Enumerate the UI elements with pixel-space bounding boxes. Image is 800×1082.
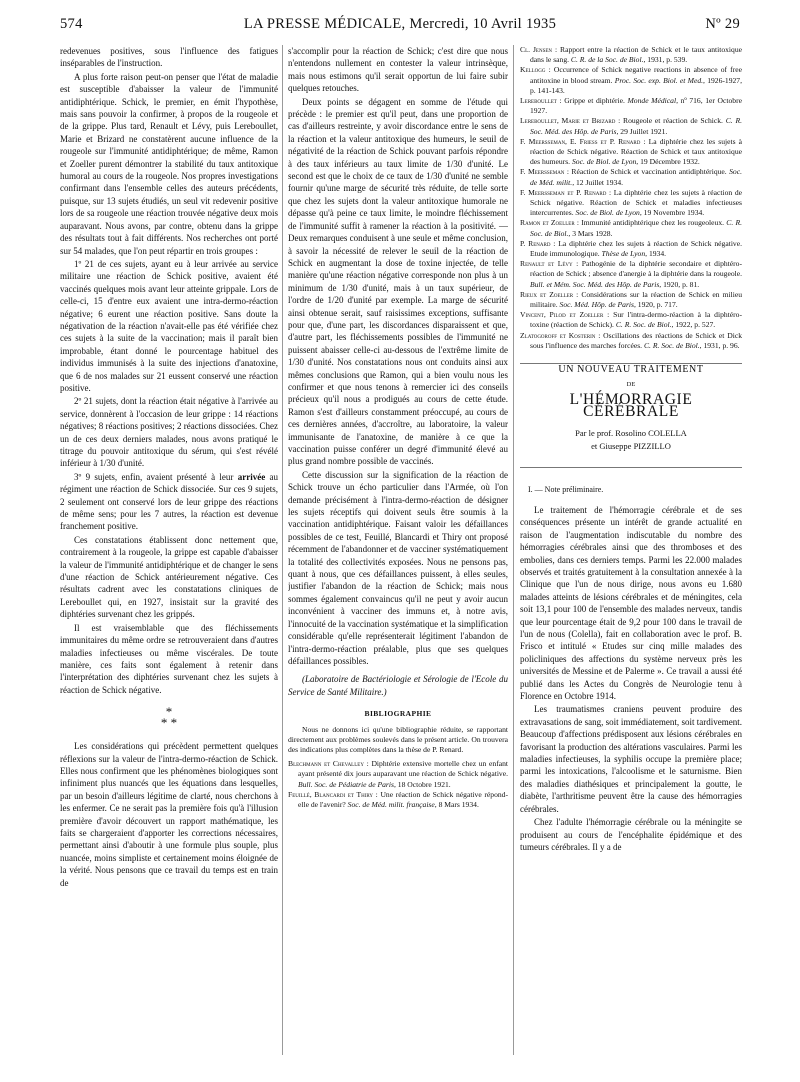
reference: [520, 259, 742, 290]
reference: [520, 45, 742, 65]
reference-title: : Pathogénie de la diphtérie secondaire et diphtéro-réaction de Schick ; absence d'anergie à la diphtérie dans la rougeole.: [530, 259, 742, 279]
reference-source: Soc. de Biol. de Lyon: [571, 157, 637, 167]
reference-source: Proc. Soc. exp. Biol. et Med.: [614, 75, 704, 85]
reference-authors: Renault et Lévy: [520, 259, 573, 269]
reference-source: C. R. de la Soc. de Biol.: [570, 55, 644, 65]
reference-title: : Grippe et diphtérie.: [556, 96, 628, 106]
reference-source: Soc. Méd. Hôp. de Paris: [559, 300, 634, 310]
reference-authors: Cl. Jensen: [520, 45, 553, 54]
reference-title: : La diphtérie chez les sujets à réaction de Schick négative. Réaction de Schick et maladies infectieuses intercurrentes.: [530, 187, 742, 218]
reference-title: : Rougeole et réaction de Schick.: [615, 116, 726, 126]
article-rubric: UN NOUVEAU TRAITEMENT: [558, 364, 704, 376]
reference: [520, 116, 742, 136]
bibliography-intro: Nous ne donnons ici qu'une bibliographie réduite, se rapportant directement aux problèmes soulevés dans le présent article. On trouvera des indications plus complètes dans la thèse de P. Renard.: [288, 724, 508, 754]
issue-number: Nº 29: [705, 16, 740, 32]
reference-source: Soc. de Méd. milit. française: [347, 799, 435, 809]
page-number: 574: [60, 16, 83, 32]
reference: [520, 218, 742, 238]
reference: [520, 65, 742, 96]
section-rule: [520, 467, 742, 468]
reference-authors: Lereboullet, Marie et Brizard: [520, 116, 616, 126]
reference-source: C. R. Soc. de Biol.: [615, 320, 672, 330]
reference-date: , 1934.: [645, 249, 667, 259]
reference-date: , 19 Novembre 1934.: [639, 208, 705, 218]
reference-list: [520, 45, 742, 351]
reference-source: C. R. Soc. de Biol.: [643, 340, 700, 350]
reference-authors: Vincent, Pilod et Zoeller: [520, 310, 604, 320]
reference-source: Bull. Soc. de Pédiatrie de Paris: [298, 779, 394, 789]
reference-title: : Rapport entre la réaction de Schick et le taux antitoxique dans le sang.: [530, 45, 742, 65]
reference-title: : Une réaction de Schick négative répond-elle de l'avenir?: [298, 789, 508, 809]
article-author-1: Par le prof. Rosolino COLELLA: [575, 427, 687, 438]
reference-authors: Feuillé, Blancardi et Thiry: [288, 789, 374, 799]
bibliography-heading: BIBLIOGRAPHIE: [364, 709, 432, 719]
text-run-bold: arrivée: [237, 471, 266, 482]
paragraph: Cette discussion sur la signification de la réaction de Schick trouve un écho particulier dans l'Armée, où l'on demande précisément à l'intra-dermo-réaction de désigner les sujets réceptifs qui doivent seuls être soumis à la vaccination antidiphtérique. Faisant valoir les défaillances possibles de ce test, Feuillé, Blancardi et Thiry ont proposé récemment de l'abandonner et de vacciner systématiquement la totalité des collectivités exposées. Nous ne pensons pas, quant à nous, que ces défaillances puissent, à elles seules, justifier l'abandon de la réaction de Schick; mais nous sommes également convaincus qu'il ne peut y avoir aucun inconvénient à vacciner des immuns et, à notre avis, l'innocuité de la vaccination systématique et la simplification considérable qu'elle représenterait légitiment l'abandon de l'intra-dermo-réaction préalable, plus que ses quelques défaillances possibles.: [288, 469, 508, 666]
section-separator: * * *: [160, 704, 178, 731]
column-divider-1: [282, 45, 283, 1055]
reference: [520, 290, 742, 310]
reference-title: : Immunité antidiphtérique chez les rougeoleux.: [574, 218, 727, 228]
reference: [520, 310, 742, 330]
paragraph: Le traitement de l'hémorragie cérébrale et de ses conséquences présente un intérêt de grande actualité en raison de l'augmentation indiscutable du nombre des hémorragies cérébrales ainsi que des thromboses et des embolies, dans ces derniers temps. Parmi les 22.000 malades observés et traités gratuitement à la consultation annexée à la Clinique que l'un de nous dirige, nous avons eu 1.680 malades atteints de lésions cérébrales et de méningites, cela soit 13,1 pour 100 de l'ensemble des malades nerveux, tandis que leur pourcentage était de 9,2 pour 100 dans le travail de l'un de nous (Colella), fait en collaboration avec le prof. B. Frisco et intitulé « Etudes sur cinq mille malades des policliniques des affections du système nerveux près les universités de Messine et de Palerme ». Ce travail a aussi été publié dans les Actes du Congrès de Neurologie tenu à Florence en Octobre 1914.: [520, 504, 742, 702]
reference: [520, 167, 742, 187]
reference-date: , 1931, p. 96.: [699, 340, 740, 350]
paragraph: 1º 21 de ces sujets, ayant eu à leur arrivée au service militaire une réaction de Schick positive, avaient été vaccinés quelques mois avant leur atteinte grippale. Lors de celle-ci, 15 d'entre eux avaient une intra-dermo-réaction négative; 6 eurent une réaction positive. Sans doute la négativation de la réaction n'avait-elle pas été vérifiée chez ces sujets à la suite de la vaccination; mais il paraît bien improbable, étant donné le pourcentage habituel des individus immunisés à la suite des injections d'anatoxine, que 6 de nos malades sur 21 eussent conservé une réaction positive.: [60, 258, 278, 393]
reference-authors: P. Renard: [520, 238, 551, 248]
paragraph: Ces constatations établissent donc nettement que, contrairement à la rougeole, la grippe est capable d'abaisser la valeur de l'immunité antidiphtérique et de changer le sens d'une réaction de Schick antérieurement négative. Ces résultats cadrent avec les constatations cliniques de Lereboullet qui, en 1927, insistait sur la gravité des diphtéries survenant chez les grippés.: [60, 534, 278, 620]
paragraph: Il est vraisemblable que des fléchissements immunitaires du même ordre se retrouveraient dans d'autres maladies infectieuses ou même viscérales. De toute manière, ces faits sont également à retenir dans l'interprétation des diphtéries survenant chez les sujets à réaction de Schick négative.: [60, 622, 278, 695]
reference-source: Bull. et Mém. Soc. Méd. des Hôp. de Paris: [530, 279, 660, 289]
reference-date: , 1920, p. 717.: [633, 300, 678, 310]
column-2: [288, 45, 508, 1065]
reference-title: : Considérations sur la réaction de Schick en milieu militaire.: [530, 289, 742, 310]
reference-authors: Zlatogoroff et Kosterin: [520, 330, 596, 340]
paragraph: 2º 21 sujets, dont la réaction était négative à l'arrivée au service, donnèrent à l'occasion de leur grippe : 14 réactions négatives; 8 réactions positives; 2 réactions dissociées. Chez un de ces deux derniers malades, nous avons pratiqué le titrage du pouvoir antitoxique du sérum, qui s'est révélé inférieur à 1/30 d'unité.: [60, 396, 278, 469]
reference-date: , 1926-1927, p. 141-143.: [530, 75, 742, 95]
column-1: [60, 45, 278, 1065]
reference: [288, 790, 508, 810]
reference-title: : La diphtérie chez les sujets à réaction de Schick négative. Etude immunologique.: [530, 238, 742, 259]
laboratory-note: (Laboratoire de Bactériologie et Sérologie de l'Ecole du Service de Santé Militaire.): [288, 674, 508, 697]
reference: [520, 331, 742, 351]
reference-date: , 12 Juillet 1934.: [572, 177, 624, 187]
reference-date: , 3 Mars 1928.: [568, 228, 613, 238]
paragraph: Les considérations qui précèdent permettent quelques réflexions sur la valeur de l'intra-dermo-réaction de Schick. Elles nous confirment que les phénomènes biologiques sont infiniment plus nuancés que les équations dans lesquelles, par un besoin d'ailleurs légitime de clarté, nous cherchons à les enfermer. Ce ne serait pas la première fois qu'à l'illusion première d'avoir découvert un rapport mathématique, les faits se chargeraient d'apporter les corrections nécessaires, permettant ainsi d'aboutir à une formule plus souple, plus nuancée, moins simpliste et certainement moins éloignée de la vérité. Nous pensons que ce travail du temps est en train de: [60, 741, 278, 888]
paragraph: A plus forte raison peut-on penser que l'état de maladie est susceptible d'abaisser la valeur de l'immunité antidiphtérique. Schick, le premier, en émit l'hypothèse, mais sans pouvoir la confirmer, à propos de la rougeole et de la grippe. Plus tard, Renault et Lévy, puis Lereboullet, Marie et Brizard ne constatèrent aucune influence de la rougeole sur l'immunité antidiphtérique; de même, Ramon et Zoeller purent démontrer la stabilité du taux antitoxique humoral au cours de la rougeole. Nos propres investigations confirmant dans l'ensemble celles des auteurs précédents, puisque, sur 13 sujets étudiés, un seul vit redevenir positive lors de sa rougeole une réaction trouvée négative deux mois auparavant. Nous avons, par contre, obtenu dans la grippe des résultats tout à fait différents. Nos recherches ont porté sur 54 malades, que l'on peut répartir en trois groupes :: [60, 71, 278, 256]
section-heading: I. — Note préliminaire.: [528, 484, 604, 494]
reference-title: : Réaction de Schick et vaccination antidiphtérique.: [564, 167, 730, 177]
article-title: L'HÉMORRAGIE CÉRÉBRALE: [569, 390, 693, 421]
reference-authors: F. Meersseman: [520, 167, 565, 177]
reference-date: , 8 Mars 1934.: [434, 799, 479, 809]
column-3: [520, 45, 742, 1065]
article-rubric-de: DE: [626, 380, 636, 388]
reference-date: , 18 Octobre 1921.: [393, 779, 451, 789]
reference-date: , 1920, p. 81.: [659, 279, 700, 289]
reference-source: C. R. Soc. de Biol.: [530, 218, 742, 238]
paragraph: [60, 471, 278, 533]
reference-authors: Kellogg: [520, 65, 546, 75]
page-header: [60, 12, 740, 36]
reference-title: : Occurrence of Schick negative reactions in absence of free antitoxine in blood stream.: [530, 65, 742, 85]
reference: [520, 239, 742, 259]
reference-source: Thèse de Lyon: [601, 249, 646, 259]
reference: [520, 188, 742, 219]
reference-date: , 1931, p. 539.: [643, 55, 688, 65]
journal-title: LA PRESSE MÉDICALE, Mercredi, 10 Avril 1935: [243, 16, 557, 32]
reference-date: , 19 Décembre 1932.: [636, 157, 700, 167]
reference-authors: F. Meersseman, E. Friess et P. Renard: [520, 136, 641, 146]
reference: [520, 96, 742, 116]
reference-date: , 29 Juillet 1921.: [616, 126, 668, 136]
paragraph: Chez l'adulte l'hémorragie cérébrale ou la méningite se produisent au cours de l'encéphalite épidémique et des tumeurs cérébrales. Il y a de: [520, 817, 742, 852]
reference-date: , nº 716, 1er Octobre 1927.: [530, 96, 742, 116]
reference-title: : La diphtérie chez les sujets à réaction de Schick négative. Réaction de Schick et taux antitoxique des humeurs.: [530, 136, 742, 167]
paragraph: redevenues positives, sous l'influence des fatigues inséparables de l'instruction.: [60, 46, 278, 69]
article-author-2: et Giuseppe PIZZILLO: [591, 441, 671, 452]
text-run: 3º 9 sujets, enfin, avaient présenté à leur: [74, 471, 238, 482]
reference-authors: Ramon et Zoeller: [520, 218, 575, 228]
paragraph: Deux points se dégagent en somme de l'étude qui précède : le premier est qu'il peut, dans une proportion de cas d'ailleurs restreinte, y avoir discordance entre le sens de la réaction et la valeur antitoxique des humeurs, le seuil de négativité de la réaction de Schick pouvant parfois répondre à des taux inférieurs au taux limite de 1/30 d'unité. Le second est que le choix de ce taux de 1/30 d'unité ne semble fournir qu'une marge de sécurité très réduite, de telle sorte que chez les sujets dont la valeur antitoxique humorale ne dépasse qu'à peine ce taux limite, le moindre fléchissement de l'immunité suffit à ramener la réaction à la positivité. — Deux remarques conduisent à une seule et même conclusion, à savoir la nécessité de relever le seuil de la réaction de Schick en augmentant la dose de toxine injectée, de telle manière qu'une réaction négative corresponde non plus à un minimum de 1/30 d'unité, mais à un taux supérieur, de l'ordre de 1/20 d'unité par exemple. La marge de sécurité ainsi obtenue serait, sauf raisissimes exceptions, suffisante pour que, d'une part, les discordances disparaissent et que, d'autre part, les fléchissements possibles de l'immunité ne puissent abaisser celle-ci au-dessous de l'extrême limite de 1/30 d'unité. Nos constatations nous ont conduits ainsi aux mêmes conclusions que Ramon, qui a bien voulu nous les confirmer et que nous tenons à remercier ici des conseils précieux qu'il nous a prodigués au cours de cette étude. Ramon s'est d'ailleurs constamment préoccupé, au cours de ces dernières années, d'accroître, au laboratoire, la valeur immunisante de l'anatoxine, de manière à ce que la vaccination puisse conférer un degré d'immunité élevé au plus grand nombre possible de vaccinés.: [288, 96, 508, 467]
reference: [288, 759, 508, 790]
paragraph: s'accomplir pour la réaction de Schick; c'est dire que nous n'entendons nullement en contester la valeur intrinsèque, mais nous estimons qu'il serait opportun de lui faire subir quelques retouches.: [288, 46, 508, 94]
reference-title: : Oscillations des réactions de Schick et Dick sous l'influence des marches forcées.: [530, 330, 742, 350]
reference-authors: F. Meersseman et P. Renard: [520, 187, 607, 197]
reference-authors: Lereboullet: [520, 96, 557, 106]
reference-title: : Diphtérie extensive mortelle chez un enfant ayant présenté dix jours auparavant une réaction de Schick négative.: [298, 759, 508, 779]
reference-source: C. R. Soc. Méd. des Hôp. de Paris: [530, 116, 742, 136]
paragraph: Les traumatismes craniens peuvent produire des extravasations de sang, soit immédiatement, soit tardivement. Beaucoup d'affections prédisposent aux lésions cérébrales en favorisant la production des altérations vasculaires. Parmi les maladies infectieuses, la syphilis occupe la première place; parmi les intoxications, l'alcoolisme et le saturnisme. Bien des maladies diathésiques et principalement la goutte, le diabète, l'arthritisme peuvent être la cause des hémorragies cérébrales.: [520, 704, 742, 814]
column-divider-2: [513, 45, 514, 1055]
reference-source: Soc. de Méd. milit.: [530, 167, 742, 187]
reference: [520, 137, 742, 168]
reference-authors: Rieux et Zoeller: [520, 289, 574, 299]
reference-source: Soc. de Biol. de Lyon: [575, 208, 640, 218]
text-run: au régiment une réaction de Schick dissociée. Sur ces 9 sujets, 2 seulement ont conservé lors de leur grippe des réactions de même sens; pour les 7 autres, la réaction est devenue franchement positive.: [60, 471, 278, 532]
reference-title: : Sur l'intra-dermo-réaction à la diphtéro-toxine (réaction de Schick).: [530, 310, 742, 330]
reference-source: Monde Médical: [627, 96, 677, 106]
reference-authors: Blechmann et Chevalley: [288, 759, 364, 769]
reference-date: , 1922, p. 527.: [671, 320, 716, 330]
